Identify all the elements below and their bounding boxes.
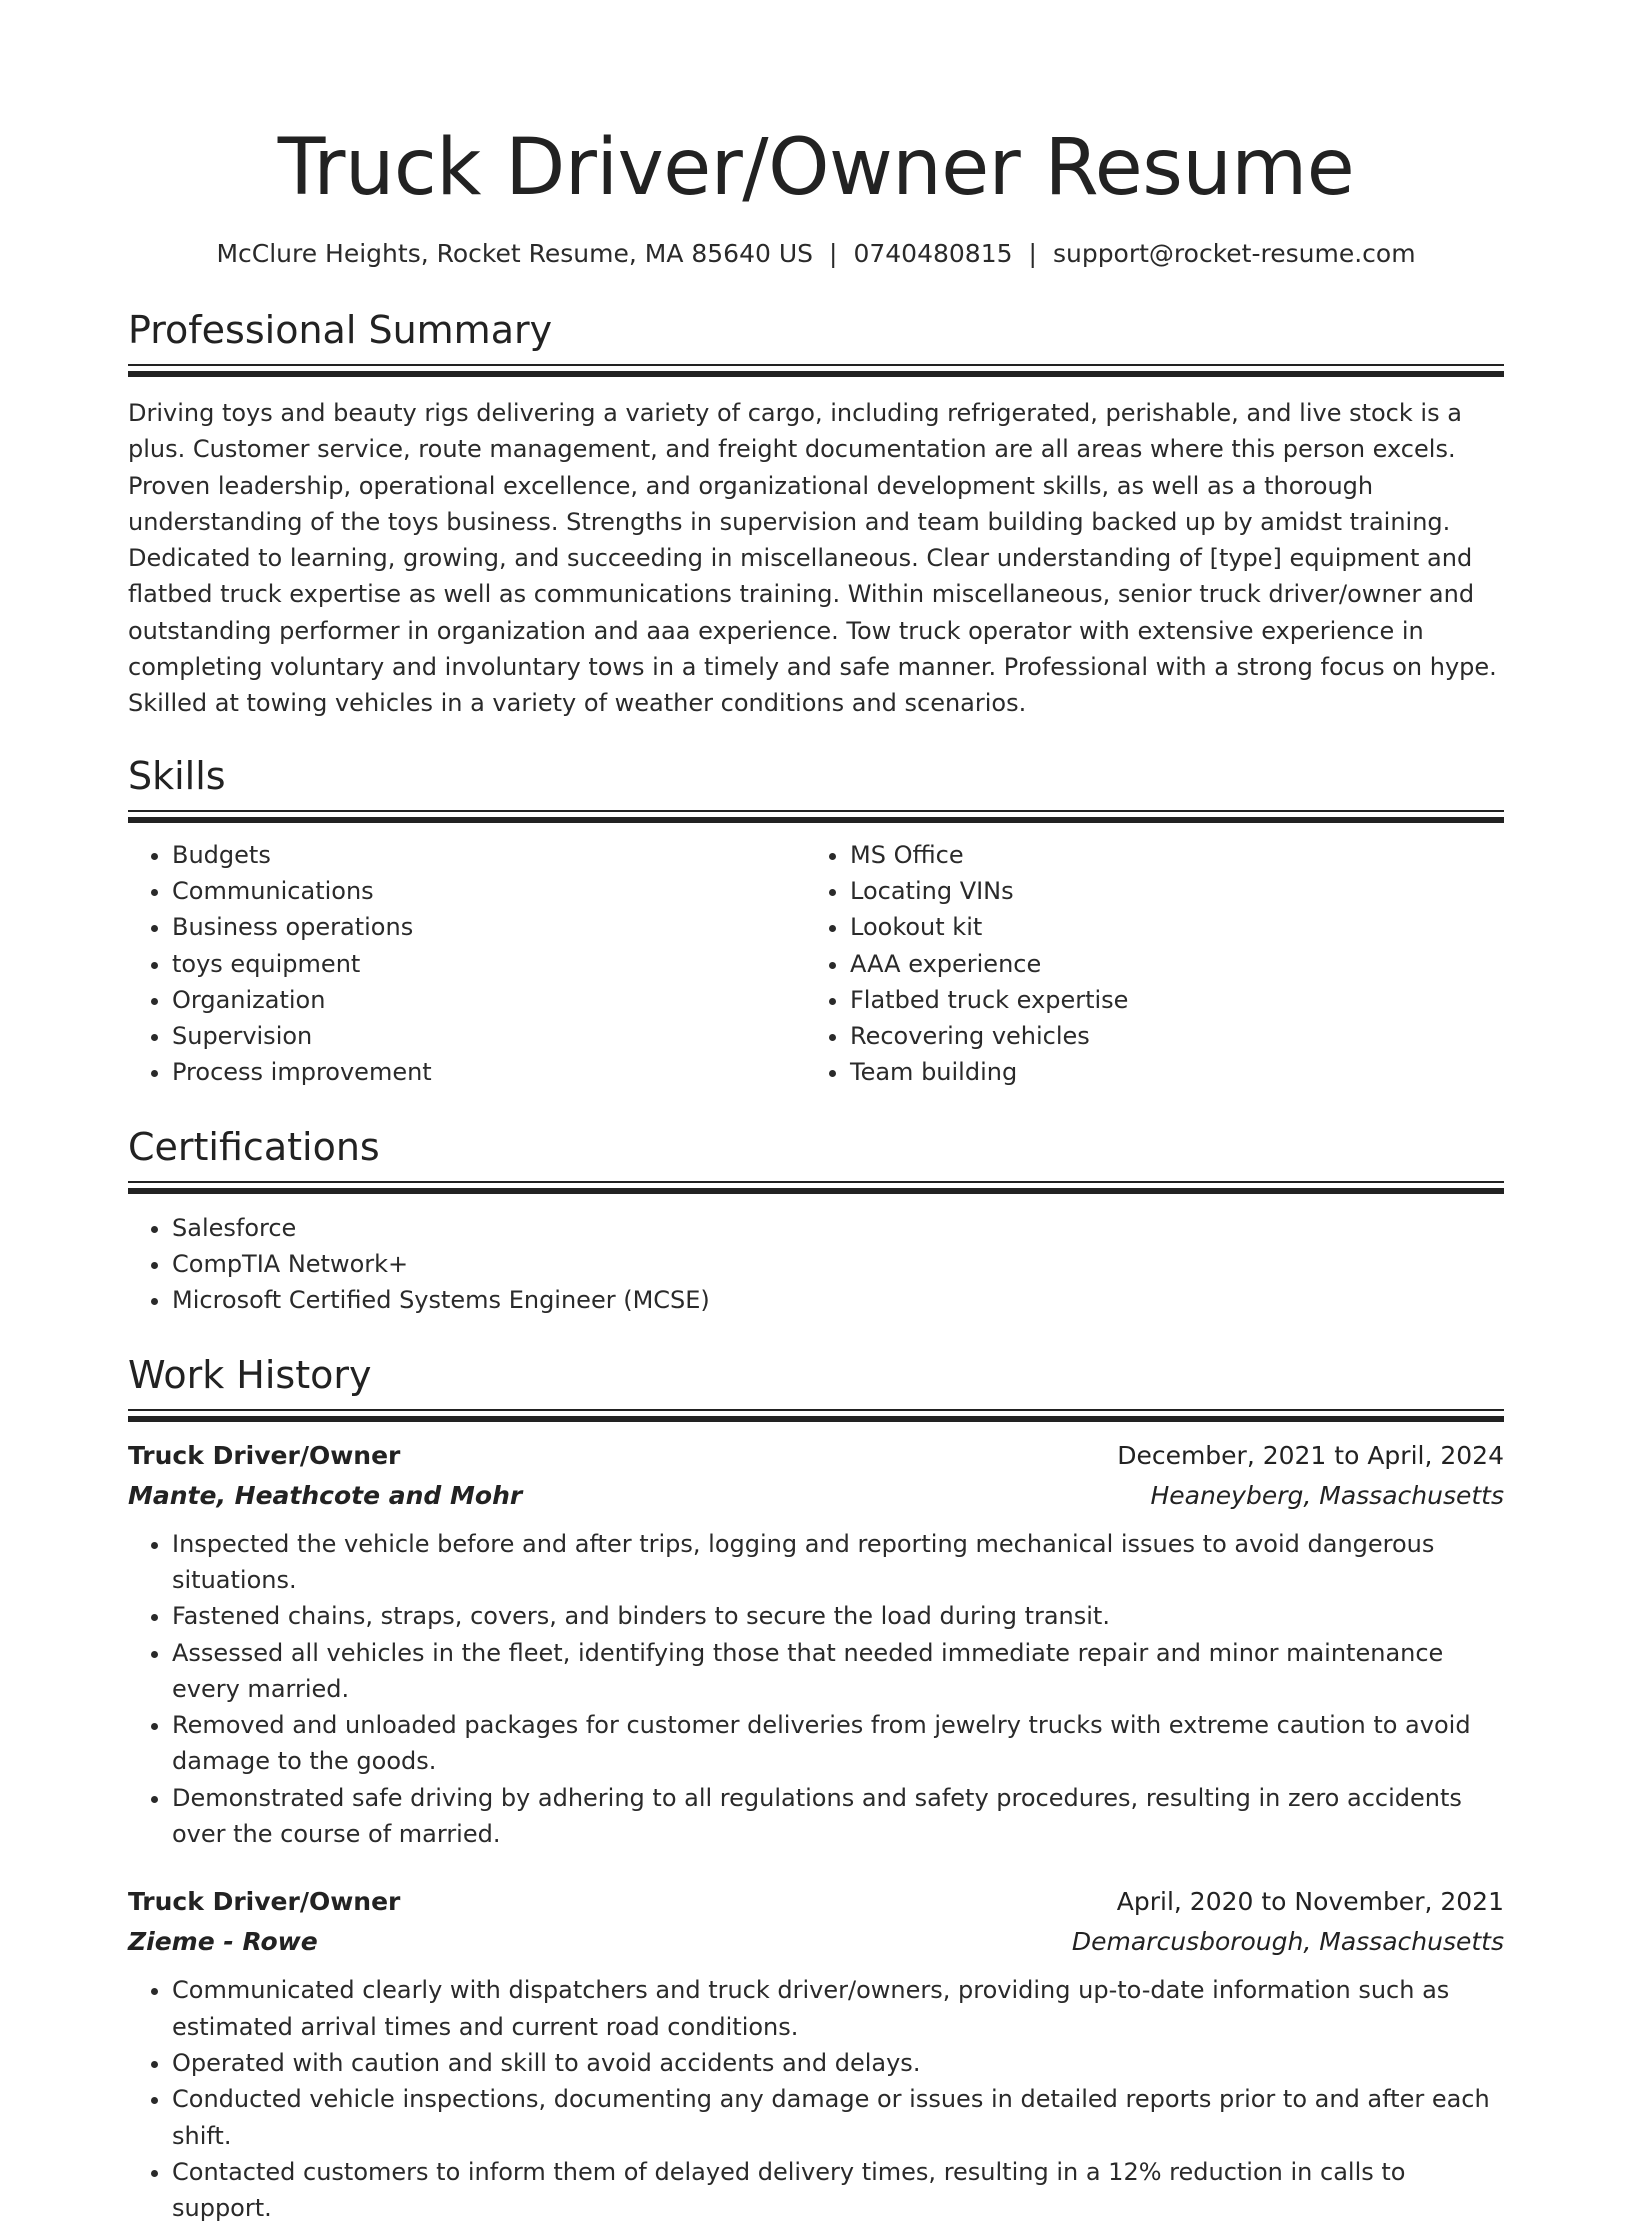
resume-title: Truck Driver/Owner Resume — [277, 123, 1355, 213]
certification-item: • CompTIA Network+ — [172, 1246, 1504, 1282]
contact-email: support@rocket-resume.com — [1052, 239, 1416, 268]
job-header — [128, 1436, 1504, 1476]
section-rule-thick — [128, 817, 1504, 823]
section-rule-thick — [128, 1188, 1504, 1194]
skill-item: • Lookout kit — [850, 909, 1484, 945]
job-header — [128, 1882, 1504, 1922]
job-entry — [128, 1882, 1504, 2226]
job-entry — [128, 1436, 1504, 1853]
skills-list-left — [128, 837, 806, 1091]
skill-item: • Recovering vehicles — [850, 1018, 1484, 1054]
skill-item: • MS Office — [850, 837, 1484, 873]
skills-section — [128, 752, 1504, 1091]
job-title: Truck Driver/Owner — [128, 1440, 401, 1470]
job-location: Demarcusborough, Massachusetts — [1071, 1927, 1504, 1957]
job-duty-item: • Contacted customers to inform them of delayed delivery times, resulting in a 12% reduction in calls to support. — [172, 2154, 1504, 2226]
contact-line — [128, 236, 1504, 272]
certifications-list — [128, 1210, 1504, 1319]
work-history-section — [128, 1351, 1504, 2226]
skill-item: • Supervision — [172, 1018, 806, 1054]
contact-separator: | — [1028, 239, 1037, 268]
job-company: Zieme - Rowe — [128, 1927, 318, 1957]
skill-item: • Organization — [172, 982, 806, 1018]
certifications-section — [128, 1123, 1504, 1319]
job-duties-list — [128, 1526, 1504, 1853]
job-dates: December, 2021 to April, 2024 — [1117, 1440, 1504, 1470]
skill-item: • Process improvement — [172, 1054, 806, 1090]
section-heading-work-history: Work History — [128, 1352, 372, 1397]
certification-item: • Microsoft Certified Systems Engineer (MCSE) — [172, 1282, 1504, 1318]
skill-item: • AAA experience — [850, 946, 1484, 982]
section-rule — [128, 810, 1504, 812]
job-location: Heaneyberg, Massachusetts — [1150, 1480, 1504, 1510]
job-company: Mante, Heathcote and Mohr — [128, 1480, 523, 1510]
job-duty-item: • Communicated clearly with dispatchers and truck driver/owners, providing up-to-date information such as estimated arrival times and current road conditions. — [172, 1972, 1504, 2045]
contact-separator: | — [829, 239, 838, 268]
section-heading-summary: Professional Summary — [128, 308, 553, 352]
job-duty-item: • Fastened chains, straps, covers, and binders to secure the load during transit. — [172, 1598, 1504, 1634]
certification-item: • Salesforce — [172, 1210, 1504, 1246]
job-duty-item: • Demonstrated safe driving by adhering to all regulations and safety procedures, resulting in zero accidents over the course of married. — [172, 1780, 1504, 1853]
section-rule — [128, 1409, 1504, 1411]
section-rule — [128, 1181, 1504, 1183]
section-rule-thick — [128, 371, 1504, 377]
job-duty-item: • Removed and unloaded packages for customer deliveries from jewelry trucks with extreme caution to avoid damage to the goods. — [172, 1707, 1504, 1780]
job-subheader — [128, 1922, 1504, 1962]
skill-item: • Business operations — [172, 909, 806, 945]
job-title: Truck Driver/Owner — [128, 1887, 401, 1917]
job-duty-item: • Conducted vehicle inspections, documenting any damage or issues in detailed reports prior to and after each shift. — [172, 2081, 1504, 2154]
skill-item: • Flatbed truck expertise — [850, 982, 1484, 1018]
summary-text: Driving toys and beauty rigs delivering a variety of cargo, including refrigerated, perishable, and live stock is a plus. Customer service, route management, and freight documentation are all areas where this person excels. Proven leadership, operational excellence, and organizational development skills, as well as a thorough understanding of the toys business. Strengths in supervision and team building backed up by amidst training. Dedicated to learning, growing, and succeeding in miscellaneous. Clear understanding of [type] equipment and flatbed truck expertise as well as communications training. Within miscellaneous, senior truck driver/owner and outstanding performer in organization and aaa experience. Tow truck operator with extensive experience in completing voluntary and involuntary tows in a timely and safe manner. Professional with a strong focus on hype. Skilled at towing vehicles in a variety of weather conditions and scenarios. — [128, 399, 1497, 718]
contact-address: McClure Heights, Rocket Resume, MA 85640 US — [216, 239, 814, 268]
job-duty-item: • Inspected the vehicle before and after trips, logging and reporting mechanical issues to avoid dangerous situations. — [172, 1526, 1504, 1599]
skills-columns — [128, 837, 1504, 1091]
skill-item: • Budgets — [172, 837, 806, 873]
job-subheader — [128, 1476, 1504, 1516]
section-heading-certifications: Certifications — [128, 1124, 380, 1169]
job-duty-item: • Operated with caution and skill to avoid accidents and delays. — [172, 2045, 1504, 2081]
skills-list-right — [806, 837, 1484, 1091]
skill-item: • Locating VINs — [850, 873, 1484, 909]
job-dates: April, 2020 to November, 2021 — [1116, 1887, 1504, 1917]
contact-phone: 0740480815 — [853, 239, 1013, 268]
summary-section — [128, 306, 1504, 722]
job-duty-item: • Assessed all vehicles in the fleet, identifying those that needed immediate repair and minor maintenance every married. — [172, 1635, 1504, 1708]
skill-item: • Team building — [850, 1054, 1484, 1090]
resume-page — [128, 0, 1504, 2226]
skill-item: • toys equipment — [172, 946, 806, 982]
skill-item: • Communications — [172, 873, 806, 909]
section-rule — [128, 364, 1504, 366]
job-duties-list — [128, 1972, 1504, 2226]
section-rule-thick — [128, 1416, 1504, 1422]
section-heading-skills: Skills — [128, 753, 226, 798]
